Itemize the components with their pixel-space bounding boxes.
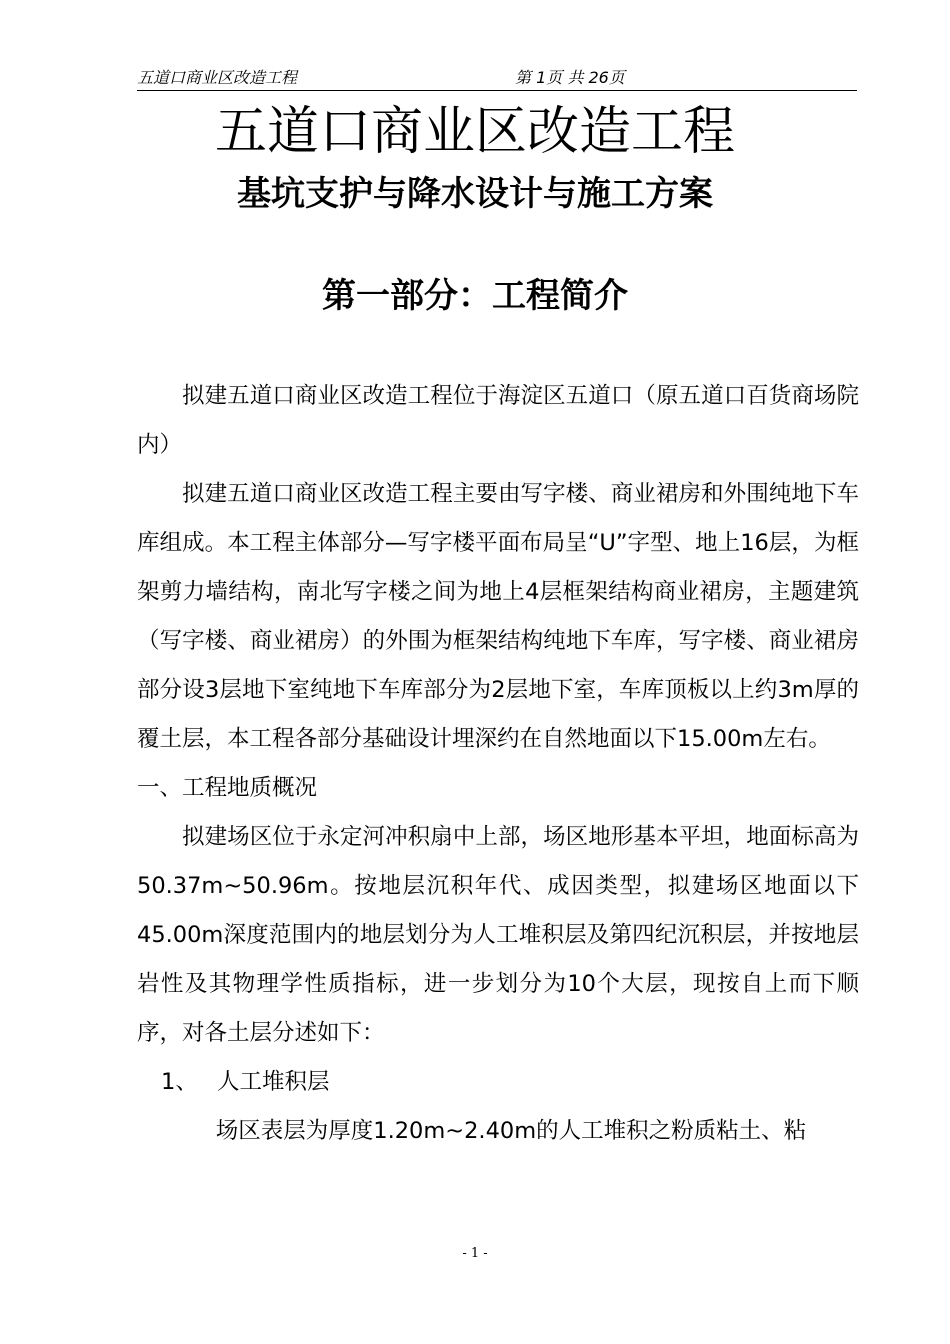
paragraph-fill-layer: 场区表层为厚度1.20m~2.40m的人工堆积之粉质粘土、粘	[215, 1118, 807, 1144]
list-item-number: 1、	[161, 1069, 198, 1095]
document-subtitle: 基坑支护与降水设计与施工方案	[237, 174, 713, 214]
page-number: - 1 -	[462, 1246, 488, 1261]
list-item	[137, 1058, 859, 1107]
heading-geology: 一、工程地质概况	[137, 775, 318, 801]
paragraph-composition: 拟建五道口商业区改造工程主要由写字楼、商业裙房和外围纯地下车库组成。本工程主体部分—写字楼平面布局呈“U”字型、地上16层，为框架剪力墙结构，南北写字楼之间为地上4层框架结构商业裙房，主题建筑（写字楼、商业裙房）的外围为框架结构纯地下车库，写字楼、商业裙房部分设3层地下室纯地下车库部分为2层地下室，车库顶板以上约3m厚的覆土层，本工程各部分基础设计埋深约在自然地面以下15.00m左右。	[137, 481, 859, 752]
list-item-label: 人工堆积层	[217, 1069, 330, 1095]
body-text	[137, 372, 859, 1156]
paragraph-location: 拟建五道口商业区改造工程位于海淀区五道口（原五道口百货商场院内）	[137, 383, 859, 458]
paragraph-geology: 拟建场区位于永定河冲积扇中上部，场区地形基本平坦，地面标高为50.37m~50.96m。按地层沉积年代、成因类型，拟建场区地面以下45.00m深度范围内的地层划分为人工堆积层及第四纪沉积层，并按地层岩性及其物理学性质指标，进一步划分为10个大层，现按自上而下顺序，对各土层分述如下：	[137, 824, 859, 1046]
section-title: 第一部分：工程简介	[322, 276, 628, 316]
page-header	[137, 66, 857, 91]
header-page-info: 第 1页 共 26页	[515, 68, 625, 87]
header-document-name: 五道口商业区改造工程	[137, 68, 298, 87]
document-title: 五道口商业区改造工程	[214, 102, 735, 162]
